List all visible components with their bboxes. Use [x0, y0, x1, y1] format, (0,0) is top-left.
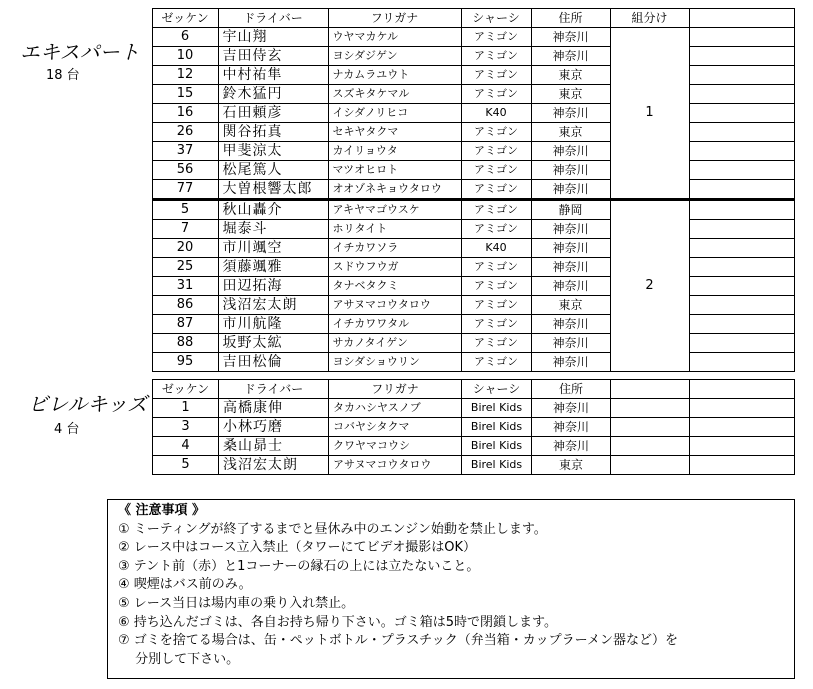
driver-cell: 市川航隆: [218, 315, 328, 334]
chassis-cell: アミゴン: [461, 161, 531, 180]
extra-cell: [689, 220, 794, 239]
chassis-cell: アミゴン: [461, 142, 531, 161]
driver-cell: 吉田侍玄: [218, 47, 328, 66]
address-cell: 東京: [531, 123, 610, 142]
furigana-cell: マツオヒロト: [328, 161, 461, 180]
blank-cell: [690, 456, 795, 475]
header-driver: ドライバー: [218, 9, 328, 28]
furigana-cell: ヨシダジゲン: [328, 47, 461, 66]
table-row: [108, 220, 794, 239]
address-cell: 神奈川: [532, 399, 611, 418]
address-cell: 神奈川: [531, 353, 610, 372]
notes-line: ① ミーティングが終了するまでと昼休み中のエンジン始動を禁止します。: [118, 521, 547, 537]
table-row: [153, 399, 795, 418]
driver-cell: 石田頼彦: [218, 104, 328, 123]
notes-line: ④ 喫煙はバス前のみ。: [118, 577, 252, 593]
row-spacer: [108, 123, 152, 142]
address-cell: 神奈川: [531, 258, 610, 277]
kids-class-label: ビレルキッズ: [28, 392, 148, 416]
table-row: [108, 104, 794, 123]
chassis-cell: Birel Kids: [462, 437, 532, 456]
driver-cell: 鈴木猛円: [218, 85, 328, 104]
address-cell: 神奈川: [531, 47, 610, 66]
address-cell: 神奈川: [531, 180, 610, 200]
furigana-cell: アキヤマゴウスケ: [328, 200, 461, 220]
extra-cell: [689, 239, 794, 258]
number-cell: 88: [152, 334, 218, 353]
driver-cell: 市川颯空: [218, 239, 328, 258]
blank-cell: [611, 399, 690, 418]
extra-cell: [689, 123, 794, 142]
driver-cell: 吉田松倫: [218, 353, 328, 372]
address-cell: 神奈川: [531, 334, 610, 353]
furigana-cell: セキヤタクマ: [328, 123, 461, 142]
table-row: [108, 334, 794, 353]
table-row: [108, 47, 794, 66]
expert-class-label: エキスパート: [20, 40, 140, 64]
furigana-cell: クワヤマコウシ: [329, 437, 462, 456]
extra-cell: [689, 104, 794, 123]
number-cell: 5: [152, 200, 218, 220]
notes-box: [107, 499, 795, 679]
notes-line: ② レース中はコース立入禁止（タワーにてビデオ撮影はOK）: [118, 540, 476, 556]
extra-cell: [689, 334, 794, 353]
extra-cell: [689, 353, 794, 372]
furigana-cell: タナベタクミ: [328, 277, 461, 296]
number-cell: 15: [152, 85, 218, 104]
chassis-cell: アミゴン: [461, 66, 531, 85]
row-spacer: [108, 296, 152, 315]
furigana-cell: カイリョウタ: [328, 142, 461, 161]
number-cell: 95: [152, 353, 218, 372]
blank-cell: [611, 456, 690, 475]
header-furigana: フリガナ: [328, 9, 461, 28]
chassis-cell: アミゴン: [461, 296, 531, 315]
row-spacer: [108, 104, 152, 123]
row-spacer: [108, 220, 152, 239]
furigana-cell: アサヌマコウタロウ: [329, 456, 462, 475]
table-row: [108, 239, 794, 258]
chassis-cell: アミゴン: [461, 353, 531, 372]
chassis-cell: アミゴン: [461, 200, 531, 220]
chassis-cell: アミゴン: [461, 315, 531, 334]
number-cell: 7: [152, 220, 218, 239]
row-spacer: [108, 28, 152, 47]
notes-line: 分別して下さい。: [118, 651, 240, 667]
kids-class-count: 4 台: [54, 422, 80, 437]
number-cell: 16: [152, 104, 218, 123]
driver-cell: 坂野太絋: [218, 334, 328, 353]
furigana-cell: タカハシヤスノブ: [329, 399, 462, 418]
number-cell: 20: [152, 239, 218, 258]
row-spacer: [108, 277, 152, 296]
address-cell: 神奈川: [531, 142, 610, 161]
extra-cell: [689, 258, 794, 277]
chassis-cell: アミゴン: [461, 277, 531, 296]
driver-cell: 桑山昴士: [219, 437, 329, 456]
row-spacer: [108, 161, 152, 180]
driver-cell: 小林巧磨: [219, 418, 329, 437]
header-number: ゼッケン: [152, 9, 218, 28]
header-address: 住所: [532, 380, 611, 399]
blank-cell: [690, 437, 795, 456]
furigana-cell: ホリタイト: [328, 220, 461, 239]
header-furigana: フリガナ: [329, 380, 462, 399]
chassis-cell: アミゴン: [461, 180, 531, 200]
furigana-cell: ウヤマカケル: [328, 28, 461, 47]
row-spacer: [108, 200, 152, 220]
address-cell: 東京: [531, 296, 610, 315]
table-header-row: [108, 9, 794, 28]
row-spacer: [108, 66, 152, 85]
blank-cell: [690, 399, 795, 418]
row-spacer: [108, 85, 152, 104]
blank-cell: [690, 418, 795, 437]
table-row: [153, 418, 795, 437]
extra-cell: [689, 200, 794, 220]
chassis-cell: Birel Kids: [462, 418, 532, 437]
number-cell: 12: [152, 66, 218, 85]
table-header-row: [153, 380, 795, 399]
address-cell: 神奈川: [531, 161, 610, 180]
address-cell: 神奈川: [532, 418, 611, 437]
table-row: [108, 85, 794, 104]
header-chassis: シャーシ: [461, 9, 531, 28]
driver-cell: 宇山翔: [218, 28, 328, 47]
number-cell: 86: [152, 296, 218, 315]
header-blank: [108, 9, 152, 28]
address-cell: 静岡: [531, 200, 610, 220]
extra-cell: [689, 66, 794, 85]
table-row: [108, 161, 794, 180]
extra-cell: [689, 85, 794, 104]
address-cell: 神奈川: [531, 315, 610, 334]
address-cell: 神奈川: [532, 437, 611, 456]
furigana-cell: サカノタイゲン: [328, 334, 461, 353]
number-cell: 4: [153, 437, 219, 456]
extra-cell: [689, 180, 794, 200]
chassis-cell: K40: [461, 239, 531, 258]
table-row: [108, 277, 794, 296]
chassis-cell: アミゴン: [461, 123, 531, 142]
expert-class-count: 18 台: [46, 68, 80, 83]
address-cell: 神奈川: [531, 220, 610, 239]
address-cell: 神奈川: [531, 28, 610, 47]
number-cell: 5: [153, 456, 219, 475]
row-spacer: [108, 180, 152, 200]
driver-cell: 中村祐隼: [218, 66, 328, 85]
extra-cell: [689, 161, 794, 180]
number-cell: 25: [152, 258, 218, 277]
row-spacer: [108, 47, 152, 66]
number-cell: 31: [152, 277, 218, 296]
number-cell: 56: [152, 161, 218, 180]
driver-cell: 大曽根響太郎: [218, 180, 328, 200]
number-cell: 87: [152, 315, 218, 334]
extra-cell: [689, 47, 794, 66]
row-spacer: [108, 334, 152, 353]
chassis-cell: Birel Kids: [462, 456, 532, 475]
number-cell: 10: [152, 47, 218, 66]
furigana-cell: オオゾネキョウタロウ: [328, 180, 461, 200]
extra-cell: [689, 28, 794, 47]
furigana-cell: アサヌマコウタロウ: [328, 296, 461, 315]
table-row: [108, 258, 794, 277]
row-spacer: [108, 142, 152, 161]
table-row: [108, 180, 794, 200]
chassis-cell: Birel Kids: [462, 399, 532, 418]
number-cell: 26: [152, 123, 218, 142]
row-spacer: [108, 239, 152, 258]
header-number: ゼッケン: [153, 380, 219, 399]
chassis-cell: アミゴン: [461, 85, 531, 104]
blank-cell: [611, 418, 690, 437]
furigana-cell: ヨシダショウリン: [328, 353, 461, 372]
notes-line: ⑤ レース当日は場内車の乗り入れ禁止。: [118, 595, 355, 611]
header-blank-1: [611, 380, 690, 399]
table-row: [108, 296, 794, 315]
row-spacer: [108, 315, 152, 334]
extra-cell: [689, 142, 794, 161]
driver-cell: 須藤颯雅: [218, 258, 328, 277]
address-cell: 神奈川: [531, 239, 610, 258]
address-cell: 東京: [531, 85, 610, 104]
header-group: 組分け: [610, 9, 689, 28]
notes-line: ⑦ ゴミを捨てる場合は、缶・ペットボトル・プラスチック（弁当箱・カップラーメン器など）を: [118, 633, 678, 649]
extra-cell: [689, 296, 794, 315]
driver-cell: 田辺拓海: [218, 277, 328, 296]
furigana-cell: イチカワワタル: [328, 315, 461, 334]
address-cell: 東京: [532, 456, 611, 475]
number-cell: 6: [152, 28, 218, 47]
chassis-cell: アミゴン: [461, 220, 531, 239]
table-row: [108, 123, 794, 142]
address-cell: 神奈川: [531, 104, 610, 123]
notes-line: ⑥ 持ち込んだゴミは、各自お持ち帰り下さい。ゴミ箱は5時で閉鎖します。: [118, 614, 558, 630]
table-row: [108, 353, 794, 372]
header-address: 住所: [531, 9, 610, 28]
blank-cell: [611, 437, 690, 456]
table-row: [108, 200, 794, 220]
furigana-cell: ナカムラユウト: [328, 66, 461, 85]
chassis-cell: K40: [461, 104, 531, 123]
header-chassis: シャーシ: [462, 380, 532, 399]
driver-cell: 浅沼宏太朗: [218, 296, 328, 315]
driver-cell: 関谷拓真: [218, 123, 328, 142]
driver-cell: 秋山轟介: [218, 200, 328, 220]
table-row: [108, 315, 794, 334]
extra-cell: [689, 277, 794, 296]
address-cell: 東京: [531, 66, 610, 85]
group-cell: 1: [610, 28, 689, 200]
chassis-cell: アミゴン: [461, 334, 531, 353]
table-row: [108, 66, 794, 85]
chassis-cell: アミゴン: [461, 47, 531, 66]
header-extra: [689, 9, 794, 28]
header-driver: ドライバー: [219, 380, 329, 399]
number-cell: 1: [153, 399, 219, 418]
table-row: [153, 456, 795, 475]
furigana-cell: イチカワソラ: [328, 239, 461, 258]
notes-line: ③ テント前（赤）と1コーナーの縁石の上には立たないこと。: [118, 558, 480, 574]
driver-cell: 高橋康伸: [219, 399, 329, 418]
furigana-cell: コバヤシタクマ: [329, 418, 462, 437]
driver-cell: 松尾篤人: [218, 161, 328, 180]
extra-cell: [689, 315, 794, 334]
kids-entry-table: [152, 379, 795, 475]
header-blank-2: [690, 380, 795, 399]
number-cell: 3: [153, 418, 219, 437]
row-spacer: [108, 353, 152, 372]
row-spacer: [108, 258, 152, 277]
driver-cell: 浅沼宏太朗: [219, 456, 329, 475]
notes-title: 《 注意事項 》: [118, 503, 206, 518]
driver-cell: 堀泰斗: [218, 220, 328, 239]
table-row: [153, 437, 795, 456]
driver-cell: 甲斐涼太: [218, 142, 328, 161]
number-cell: 37: [152, 142, 218, 161]
chassis-cell: アミゴン: [461, 258, 531, 277]
chassis-cell: アミゴン: [461, 28, 531, 47]
table-row: [108, 142, 794, 161]
expert-entry-table: [108, 8, 795, 372]
number-cell: 77: [152, 180, 218, 200]
group-cell: 2: [610, 200, 689, 372]
furigana-cell: スズキタケマル: [328, 85, 461, 104]
address-cell: 神奈川: [531, 277, 610, 296]
furigana-cell: スドウフウガ: [328, 258, 461, 277]
table-row: [108, 28, 794, 47]
furigana-cell: イシダノリヒコ: [328, 104, 461, 123]
